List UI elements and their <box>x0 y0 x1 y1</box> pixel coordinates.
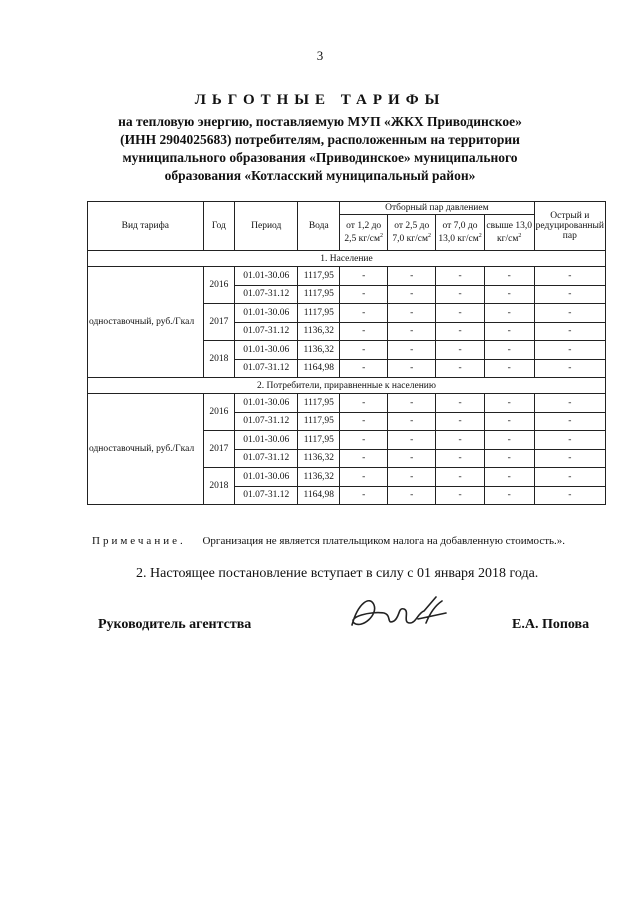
dash-cell: - <box>534 304 605 323</box>
tariff-type-cell: одноставочный, руб./Гкал <box>88 394 204 505</box>
section-title: 1. Население <box>88 251 606 267</box>
water-cell: 1117,95 <box>298 412 340 431</box>
dash-cell: - <box>436 412 485 431</box>
year-cell: 2017 <box>203 431 235 468</box>
title-line: (ИНН 2904025683) потребителям, расположенным на территории <box>120 132 520 147</box>
dash-cell: - <box>534 359 605 378</box>
title-line: муниципального образования «Приводинское» муниципального <box>122 150 518 165</box>
dash-cell: - <box>484 267 534 286</box>
header-p2: от 2,5 до 7,0 $кг/см^2$ <box>388 215 436 251</box>
water-cell: 1136,32 <box>298 341 340 360</box>
dash-cell: - <box>484 449 534 468</box>
signatory-position: Руководитель агентства <box>98 617 252 632</box>
dash-cell: - <box>436 468 485 487</box>
water-cell: 1136,32 <box>298 322 340 341</box>
dash-cell: - <box>388 412 436 431</box>
dash-cell: - <box>340 412 388 431</box>
dash-cell: - <box>534 394 605 413</box>
dash-cell: - <box>484 285 534 304</box>
note-text: Организация не является плательщиком налога на добавленную стоимость.». <box>202 535 566 547</box>
period-cell: 01.01-30.06 <box>235 304 298 323</box>
year-cell: 2016 <box>203 394 235 431</box>
header-water: Вода <box>298 202 340 251</box>
dash-cell: - <box>484 486 534 505</box>
dash-cell: - <box>436 486 485 505</box>
header-sharp: Острый и редуцированный пар <box>534 202 605 251</box>
dash-cell: - <box>534 468 605 487</box>
water-cell: 1164,98 <box>298 359 340 378</box>
dash-cell: - <box>388 468 436 487</box>
dash-cell: - <box>436 267 485 286</box>
dash-cell: - <box>484 394 534 413</box>
period-cell: 01.07-31.12 <box>235 486 298 505</box>
dash-cell: - <box>534 341 605 360</box>
water-cell: 1136,32 <box>298 468 340 487</box>
header-p4: свыше 13,0 $кг/см^2$ <box>484 215 534 251</box>
period-cell: 01.01-30.06 <box>235 431 298 450</box>
period-cell: 01.01-30.06 <box>235 341 298 360</box>
dash-cell: - <box>340 285 388 304</box>
dash-cell: - <box>534 449 605 468</box>
dash-cell: - <box>534 431 605 450</box>
dash-cell: - <box>436 449 485 468</box>
water-cell: 1136,32 <box>298 449 340 468</box>
dash-cell: - <box>340 304 388 323</box>
period-cell: 01.07-31.12 <box>235 412 298 431</box>
dash-cell: - <box>534 412 605 431</box>
dash-cell: - <box>436 431 485 450</box>
signatory-name: Е.А. Попова <box>512 617 590 632</box>
tariff-table <box>87 201 606 505</box>
dash-cell: - <box>484 304 534 323</box>
dash-cell: - <box>484 468 534 487</box>
dash-cell: - <box>388 486 436 505</box>
note <box>92 535 612 547</box>
dash-cell: - <box>534 267 605 286</box>
dash-cell: - <box>340 468 388 487</box>
title-line: образования «Котласский муниципальный район» <box>164 168 476 183</box>
dash-cell: - <box>340 341 388 360</box>
year-cell: 2017 <box>203 304 235 341</box>
title-line: на тепловую энергию, поставляемую МУП «ЖКХ Приводинское» <box>118 114 522 129</box>
dash-cell: - <box>388 267 436 286</box>
water-cell: 1117,95 <box>298 267 340 286</box>
dash-cell: - <box>340 322 388 341</box>
dash-cell: - <box>388 394 436 413</box>
dash-cell: - <box>340 449 388 468</box>
dash-cell: - <box>534 322 605 341</box>
header-steam-group: Отборный пар давлением <box>340 202 535 215</box>
water-cell: 1117,95 <box>298 304 340 323</box>
dash-cell: - <box>340 394 388 413</box>
dash-cell: - <box>436 322 485 341</box>
period-cell: 01.07-31.12 <box>235 449 298 468</box>
dash-cell: - <box>340 486 388 505</box>
title-block <box>60 92 580 185</box>
dash-cell: - <box>388 341 436 360</box>
dash-cell: - <box>436 341 485 360</box>
dash-cell: - <box>436 285 485 304</box>
dash-cell: - <box>388 359 436 378</box>
period-cell: 01.01-30.06 <box>235 468 298 487</box>
header-type: Вид тарифа <box>88 202 204 251</box>
dash-cell: - <box>534 285 605 304</box>
dash-cell: - <box>388 322 436 341</box>
water-cell: 1117,95 <box>298 285 340 304</box>
dash-cell: - <box>484 341 534 360</box>
header-year: Год <box>203 202 235 251</box>
dash-cell: - <box>340 267 388 286</box>
handwritten-signature <box>340 583 460 643</box>
header-p3: от 7,0 до 13,0 $кг/см^2$ <box>436 215 485 251</box>
dash-cell: - <box>534 486 605 505</box>
dash-cell: - <box>388 285 436 304</box>
dash-cell: - <box>484 412 534 431</box>
section-title: 2. Потребители, приравненные к населению <box>88 378 606 394</box>
water-cell: 1117,95 <box>298 394 340 413</box>
period-cell: 01.01-30.06 <box>235 267 298 286</box>
period-cell: 01.01-30.06 <box>235 394 298 413</box>
dash-cell: - <box>388 449 436 468</box>
period-cell: 01.07-31.12 <box>235 285 298 304</box>
dash-cell: - <box>436 359 485 378</box>
dash-cell: - <box>484 322 534 341</box>
year-cell: 2018 <box>203 468 235 505</box>
period-cell: 01.07-31.12 <box>235 322 298 341</box>
dash-cell: - <box>388 431 436 450</box>
tariff-type-cell: одноставочный, руб./Гкал <box>88 267 204 378</box>
water-cell: 1164,98 <box>298 486 340 505</box>
period-cell: 01.07-31.12 <box>235 359 298 378</box>
dash-cell: - <box>484 359 534 378</box>
dash-cell: - <box>484 431 534 450</box>
dash-cell: - <box>436 304 485 323</box>
year-cell: 2018 <box>203 341 235 378</box>
header-period: Период <box>235 202 298 251</box>
water-cell: 1117,95 <box>298 431 340 450</box>
dash-cell: - <box>340 431 388 450</box>
dash-cell: - <box>436 394 485 413</box>
dash-cell: - <box>388 304 436 323</box>
title-main: ЛЬГОТНЫЕ ТАРИФЫ <box>194 92 446 108</box>
header-p1: от 1,2 до 2,5 $кг/см^2$ <box>340 215 388 251</box>
dash-cell: - <box>340 359 388 378</box>
year-cell: 2016 <box>203 267 235 304</box>
effective-date-paragraph: 2. Настоящее постановление вступает в силу с 01 января 2018 года. <box>136 566 539 581</box>
page-number: 3 <box>316 48 324 63</box>
note-label: Примечание. <box>92 535 186 547</box>
